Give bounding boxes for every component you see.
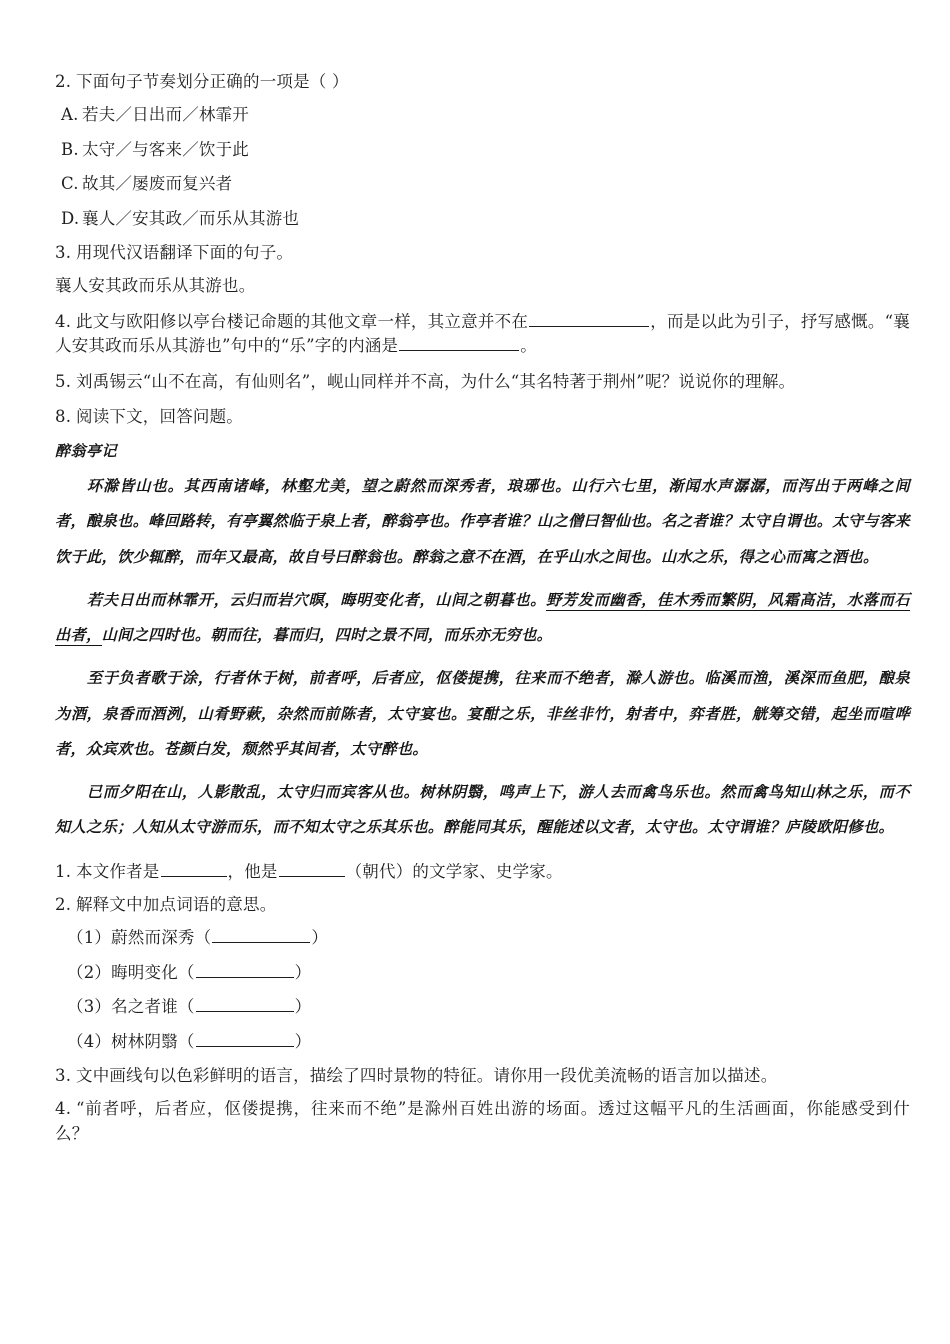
passage-question-1-part2: ，他是	[227, 861, 278, 881]
option-c-label: C.	[61, 174, 79, 194]
item-1-text: 蔚然而深秀（	[111, 928, 212, 948]
passage-question-1-part1: 本文作者是	[76, 861, 160, 881]
passage-question-3-number: 3.	[55, 1066, 72, 1086]
option-b-text: 太守／与客来／饮于此	[82, 139, 249, 159]
question-2-number: 2.	[55, 72, 72, 91]
passage-question-2-item-1	[55, 926, 910, 950]
passage-p1-segment-1: 环滁皆山也。其西南诸峰，林壑尤美，望之蔚然而深秀者，琅琊也。山行六七里，渐闻水声潺潺，而泻出于两峰之间者，酿泉也。峰回路转，有亭翼然临于泉上者，醉翁亭也。作亭者谁？山之僧曰智仙也。名之者谁？太守自谓也。太守与客来饮于此，饮少辄醉，而年又最高，故自号曰醉翁也。醉翁之意不在酒，在乎山水之间也。山水之乐，得之心而寓之酒也。	[55, 476, 910, 566]
item-1-label: （1）	[67, 928, 112, 948]
question-4-part3: 。	[520, 336, 537, 356]
passage-question-1	[55, 860, 910, 884]
passage-p4-segment-1: 已而夕阳在山，人影散乱，太守归而宾客从也。树林阴翳，鸣声上下，游人去而禽鸟乐也。然而禽鸟知山林之乐，而不知人之乐；人知从太守游而乐，而不知太守之乐其乐也。醉能同其乐，醒能述以文者，太守也。太守谓谁？庐陵欧阳修也。	[55, 783, 910, 837]
option-a-label: A.	[61, 105, 79, 125]
passage-paragraph-4	[55, 775, 910, 846]
option-c[interactable]	[55, 172, 910, 196]
passage-paragraph-2	[55, 583, 910, 654]
passage-p2-segment-3: 山间之四时也。朝而往，暮而归，四时之景不同，而乐亦无穷也。	[101, 626, 553, 645]
passage-p2-underlined-segment: 野芳发而幽香，佳木秀而繁阴，风霜高洁，水落而石出者，	[55, 590, 910, 645]
question-4	[55, 310, 910, 359]
passage-question-3	[55, 1064, 910, 1088]
question-4-blank-1[interactable]	[529, 310, 649, 327]
question-2	[55, 70, 910, 94]
passage-question-2-number: 2.	[55, 895, 72, 915]
question-5	[55, 370, 910, 394]
question-8	[55, 405, 910, 429]
item-4-label: （4）	[67, 1031, 112, 1051]
passage-question-2-text: 解释文中加点词语的意思。	[76, 895, 277, 915]
passage-paragraph-1	[55, 469, 910, 575]
option-a[interactable]	[55, 103, 910, 127]
item-3-blank[interactable]	[196, 996, 294, 1013]
passage-question-4	[55, 1097, 910, 1146]
passage-question-2-item-4	[55, 1030, 910, 1054]
item-2-blank[interactable]	[196, 961, 294, 978]
passage-question-2-item-2	[55, 961, 910, 985]
item-2-label: （2）	[67, 962, 112, 982]
question-8-number: 8.	[55, 407, 72, 427]
item-3-close: ）	[294, 997, 312, 1017]
passage-paragraph-3	[55, 661, 910, 767]
question-3-text: 用现代汉语翻译下面的句子。	[76, 243, 294, 263]
option-c-text: 故其／屡废而复兴者	[82, 174, 233, 194]
item-4-close: ）	[294, 1031, 312, 1051]
item-2-close: ）	[294, 962, 312, 982]
option-d-text: 襄人／安其政／而乐从其游也	[82, 208, 300, 228]
item-2-text: 晦明变化（	[111, 962, 195, 982]
question-5-number: 5.	[55, 371, 72, 391]
item-4-blank[interactable]	[196, 1030, 294, 1047]
question-2-text: 下面句子节奏划分正确的一项是（ ）	[76, 72, 349, 91]
passage-question-1-part3: （朝代）的文学家、史学家。	[345, 861, 563, 881]
passage-question-1-number: 1.	[55, 861, 72, 881]
passage-p2-segment-1: 若夫日出而林霏开，云归而岩穴暝，晦明变化者，山间之朝暮也。	[86, 590, 547, 609]
passage-question-1-blank-1[interactable]	[161, 860, 227, 877]
question-3	[55, 241, 910, 265]
option-a-text: 若夫／日出而／林霏开	[82, 105, 249, 125]
item-3-label: （3）	[67, 997, 112, 1017]
option-b[interactable]	[55, 138, 910, 162]
passage-title: 醉翁亭记	[55, 442, 118, 461]
question-4-number: 4.	[55, 311, 72, 331]
passage-question-4-number: 4.	[55, 1099, 72, 1119]
item-3-text: 名之者谁（	[111, 997, 195, 1017]
option-d-label: D.	[61, 208, 80, 228]
passage-question-3-text: 文中画线句以色彩鲜明的语言，描绘了四时景物的特征。请你用一段优美流畅的语言加以描述。	[76, 1066, 778, 1086]
option-b-label: B.	[61, 139, 79, 159]
option-d[interactable]	[55, 207, 910, 231]
question-4-part2: ，而是以此为引子，抒写感慨。“襄人安其政而乐从其游也”句中的“乐”字的内涵是	[55, 311, 911, 356]
item-1-blank[interactable]	[212, 927, 310, 944]
question-5-text: 刘禹锡云“山不在高，有仙则名”，岘山同样并不高，为什么“其名特著于荆州”呢？说说你的理解。	[76, 371, 796, 391]
passage-question-2-item-3	[55, 995, 910, 1019]
passage-p3-segment-1: 至于负者歌于涂，行者休于树，前者呼，后者应，伛偻提携，往来而不绝者，滁人游也。临溪而渔，溪深而鱼肥，酿泉为酒，泉香而酒洌，山肴野蔌，杂然而前陈者，太守宴也。宴酣之乐，非丝非竹，射者中，弈者胜，觥筹交错，起坐而喧哗者，众宾欢也。苍颜白发，颓然乎其间者，太守醉也。	[55, 669, 910, 758]
item-4-text: 树林阴翳（	[111, 1031, 195, 1051]
passage-question-4-text: “前者呼，后者应，伛偻提携，往来而不绝”是滁州百姓出游的场面。透过这幅平凡的生活画面，你能感受到什么？	[55, 1099, 910, 1143]
passage-question-2	[55, 893, 910, 917]
passage-question-1-blank-2[interactable]	[279, 860, 345, 877]
question-8-text: 阅读下文，回答问题。	[76, 407, 243, 427]
item-1-close: ）	[311, 928, 329, 948]
question-4-blank-2[interactable]	[399, 335, 519, 352]
question-3-number: 3.	[55, 243, 72, 263]
section-spacer	[55, 848, 910, 860]
question-3-sentence: 襄人安其政而乐从其游也。	[55, 276, 256, 296]
question-4-part1: 此文与欧阳修以亭台楼记命题的其他文章一样，其立意并不在	[76, 311, 529, 331]
